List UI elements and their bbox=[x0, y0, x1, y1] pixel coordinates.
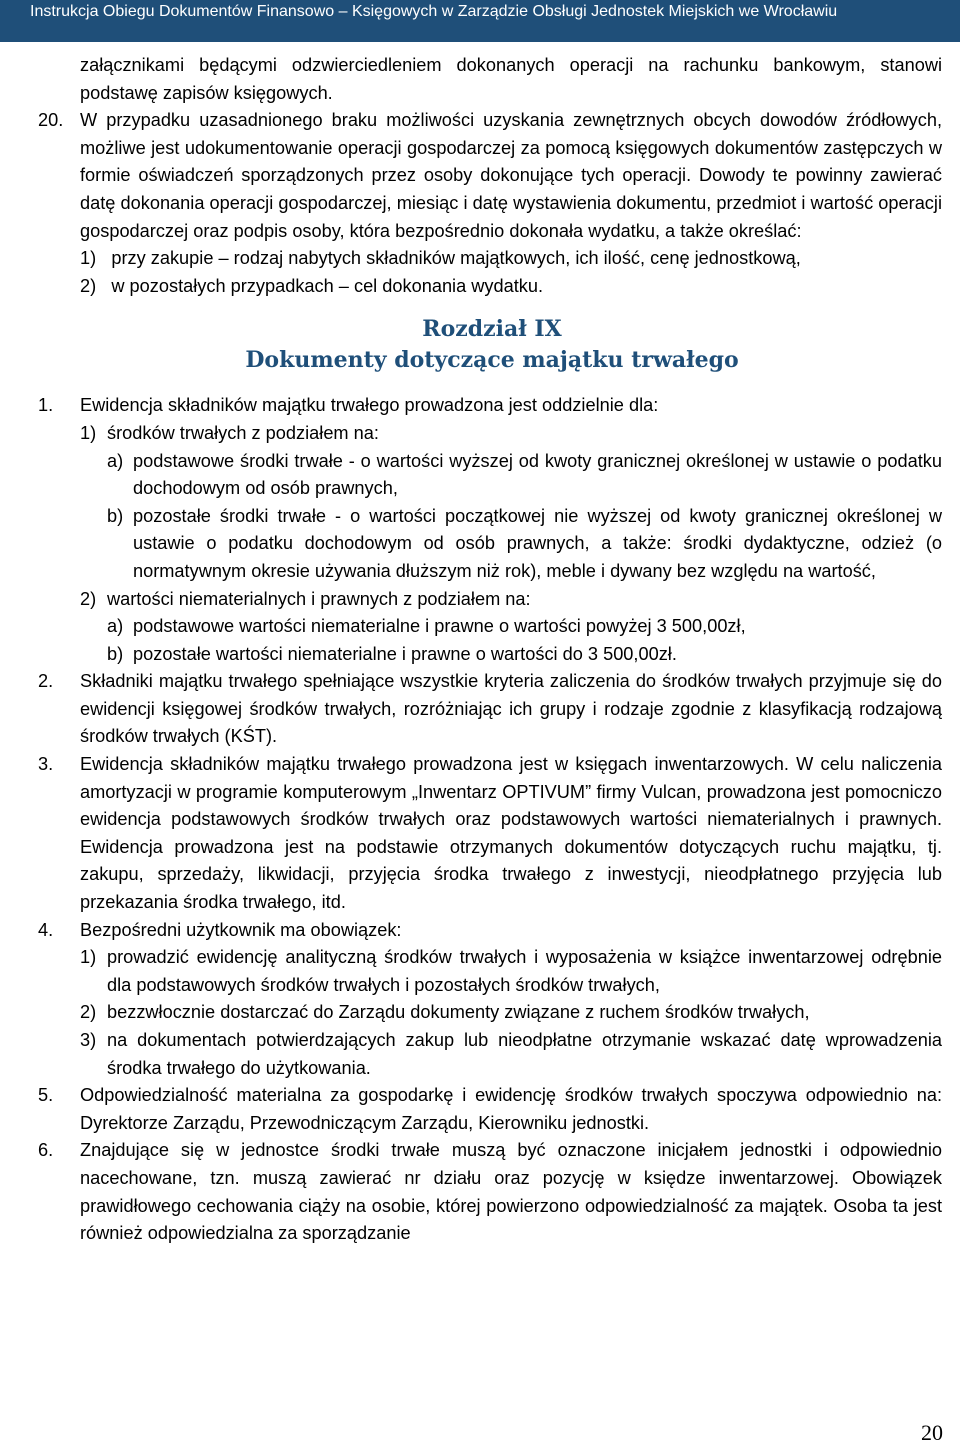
list-item bbox=[0, 420, 960, 448]
list-item bbox=[0, 586, 960, 614]
list-item-letter: a) bbox=[107, 616, 124, 637]
section-text: Znajdujące się w jednostce środki trwałe muszą być oznaczone inicjałem jednostki i odpowiednio nacechowane, tzn. muszą zawierać nr działu oraz pozycję w księdze inwentarzowej. Obowiązek prawidłowego cechowania ciąży na osobie, której powierzono odpowiedzialność za majątek. Osoba ta jest również odpowiedzialna za sporządzanie bbox=[80, 1140, 942, 1244]
list-item bbox=[0, 1027, 960, 1082]
section-text: Bezpośredni użytkownik ma obowiązek: bbox=[80, 919, 402, 940]
document-header-title: Instrukcja Obiegu Dokumentów Finansowo – Księgowych w Zarządzie Obsługi Jednostek Miejskich we Wrocławiu bbox=[30, 3, 838, 20]
list-item-text: prowadzić ewidencję analityczną środków trwałych i wyposażenia w książce inwentarzowej odrębnie dla podstawowych środków trwałych i pozostałych środków trwałych, bbox=[107, 947, 942, 995]
list-item-number: 2) bbox=[80, 1002, 97, 1023]
section-number: 2. bbox=[38, 671, 54, 692]
section-1 bbox=[0, 392, 960, 420]
section-6 bbox=[0, 1137, 960, 1247]
document-header bbox=[0, 0, 960, 42]
list-item-text: w pozostałych przypadkach – cel dokonania wydatku. bbox=[111, 275, 544, 296]
paragraph-20 bbox=[0, 107, 960, 245]
list-item-number: 1) bbox=[80, 947, 97, 968]
list-item-text: wartości niematerialnych i prawnych z podziałem na: bbox=[107, 588, 531, 609]
section-5 bbox=[0, 1082, 960, 1137]
list-item-number: 2) bbox=[80, 275, 97, 296]
list-item-number: 2) bbox=[80, 588, 97, 609]
section-4 bbox=[0, 917, 960, 945]
list-item-letter: b) bbox=[107, 643, 124, 664]
section-text: Ewidencja składników majątku trwałego prowadzona jest w księgach inwentarzowych. W celu naliczenia amortyzacji w programie komputerowym „Inwentarz OPTIVUM” firmy Vulcan, prowadzona jest pomocniczo ewidencja podstawowych środków trwałych oraz podstawowych wartości niematerialnych i prawnych. Ewidencja prowadzona jest na podstawie otrzymanych dokumentów dotyczących ruchu majątku, tj. zakupu, sprzedaży, likwidacji, przyjęcia środka trwałego z inwestycji, nieodpłatnego przyjęcia lub przekazania środka trwałego, itd. bbox=[80, 754, 942, 913]
list-item-text: środków trwałych z podziałem na: bbox=[107, 422, 379, 443]
section-number: 3. bbox=[38, 754, 54, 775]
list-item bbox=[0, 944, 960, 999]
list-item bbox=[0, 641, 960, 669]
list-item bbox=[0, 999, 960, 1027]
section-number: 1. bbox=[38, 395, 54, 416]
section-text: Składniki majątku trwałego spełniające wszystkie kryteria zaliczenia do środków trwałych przyjmuje się do ewidencji księgowej środków trwałych, rozróżniając ich grupy i rodzaje zgodnie z klasyfikacją rodzajową środków trwałych (KŚT). bbox=[80, 671, 942, 747]
list-item bbox=[0, 273, 960, 301]
list-item-letter: a) bbox=[107, 450, 124, 471]
section-3 bbox=[0, 751, 960, 917]
section-number: 5. bbox=[38, 1085, 54, 1106]
document-body bbox=[0, 52, 960, 1248]
list-item-number: 1) bbox=[80, 422, 97, 443]
paragraph-text: W przypadku uzasadnionego braku możliwości uzyskania zewnętrznych obcych dowodów źródłowych, możliwe jest udokumentowanie operacji gospodarczej za pomocą księgowych dokumentów zastępczych w formie oświadczeń sporządzonych przez osoby dokonujące tych operacji. Dowody te powinny zawierać datę dokonania operacji gospodarczej, miesiąc i datę wystawienia dokumentu, przedmiot i wartość operacji gospodarczej oraz podpis osoby, która bezpośrednio dokonała wydatku, a także określać: bbox=[80, 110, 942, 241]
list-item-text: na dokumentach potwierdzających zakup lub nieodpłatne otrzymanie wskazać datę wprowadzenia środka trwałego do użytkowania. bbox=[107, 1030, 942, 1078]
intro-paragraph bbox=[0, 52, 960, 107]
list-item bbox=[0, 613, 960, 641]
list-item-text: pozostałe wartości niematerialne i prawne o wartości do 3 500,00zł. bbox=[133, 643, 677, 664]
list-item-number: 1) bbox=[80, 248, 97, 269]
list-item-text: przy zakupie – rodzaj nabytych składników majątkowych, ich ilość, cenę jednostkową, bbox=[111, 248, 801, 269]
list-item-text: podstawowe wartości niematerialne i prawne o wartości powyżej 3 500,00zł, bbox=[133, 616, 746, 637]
page-number: 20 bbox=[921, 1420, 943, 1445]
list-item bbox=[0, 503, 960, 586]
intro-text: załącznikami będącymi odzwierciedleniem dokonanych operacji na rachunku bankowym, stanowi podstawę zapisów księgowych. bbox=[80, 55, 942, 103]
list-item-text: pozostałe środki trwałe - o wartości początkowej nie wyższej od kwoty granicznej określonej w ustawie o podatku dochodowym od osób prawnych, a także: środki dydaktyczne, odzież (o normatywnym okresie używania dłuższym niż rok), meble i dywany bez względu na wartość, bbox=[133, 505, 942, 581]
list-item-letter: b) bbox=[107, 505, 124, 526]
list-item-number: 3) bbox=[80, 1030, 97, 1050]
section-text: Odpowiedzialność materialna za gospodarkę i ewidencję środków trwałych spoczywa odpowiednio na: Dyrektorze Zarządu, Przewodniczącym Zarządu, Kierowniku jednostki. bbox=[80, 1085, 942, 1133]
section-text: Ewidencja składników majątku trwałego prowadzona jest oddzielnie dla: bbox=[80, 395, 659, 416]
list-item-text: bezzwłocznie dostarczać do Zarządu dokumenty związane z ruchem środków trwałych, bbox=[107, 1002, 810, 1023]
chapter-title: Dokumenty dotyczące majątku trwałego bbox=[245, 347, 739, 374]
list-item bbox=[0, 245, 960, 273]
section-number: 4. bbox=[38, 919, 54, 940]
list-item bbox=[0, 448, 960, 503]
section-number: 6. bbox=[38, 1140, 54, 1161]
list-item-text: podstawowe środki trwałe - o wartości wyższej od kwoty granicznej określonej w ustawie o podatku dochodowym od osób prawnych, bbox=[133, 450, 942, 499]
chapter-number: Rozdział IX bbox=[422, 316, 562, 343]
section-2 bbox=[0, 668, 960, 751]
paragraph-number: 20. bbox=[38, 110, 64, 131]
